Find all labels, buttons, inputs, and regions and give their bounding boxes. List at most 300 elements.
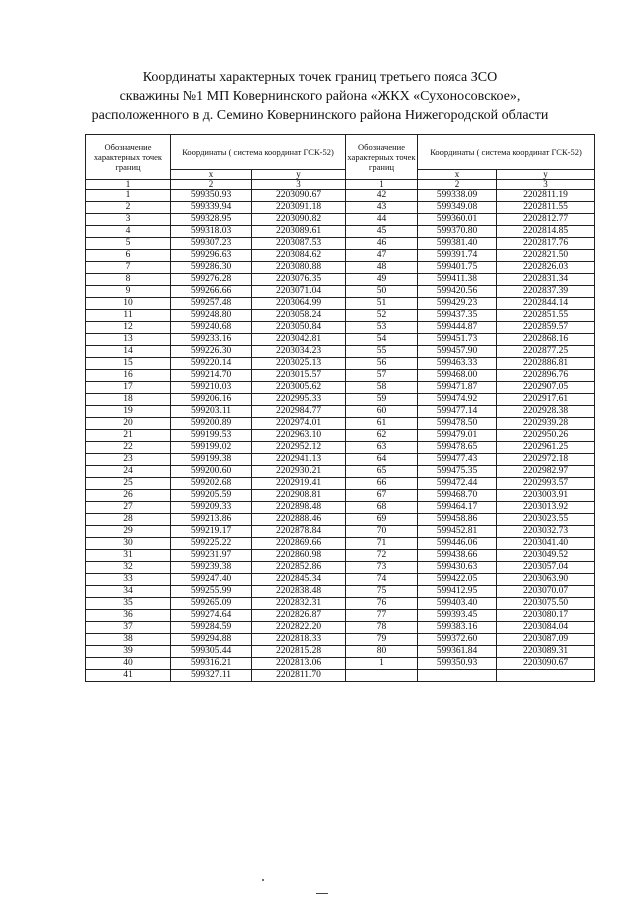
table-row <box>86 598 595 610</box>
point-number-left: 2 <box>86 202 171 214</box>
table-row <box>86 382 595 394</box>
point-number-left: 7 <box>86 262 171 274</box>
coord-y-left: 2202822.20 <box>252 622 346 634</box>
point-number-left: 39 <box>86 646 171 658</box>
coord-x-right: 599458.86 <box>418 514 497 526</box>
title-line-3: расположенного в д. Семино Ковернинского района Нижегородской области <box>91 108 549 123</box>
point-number-left: 24 <box>86 466 171 478</box>
point-number-left: 29 <box>86 526 171 538</box>
point-number-right: 61 <box>346 418 418 430</box>
point-number-left: 27 <box>86 502 171 514</box>
table-row <box>86 526 595 538</box>
header-num-3-right: 3 <box>497 180 595 190</box>
point-number-right: 62 <box>346 430 418 442</box>
coord-y-left: 2203015.57 <box>252 370 346 382</box>
coord-x-right: 599472.44 <box>418 478 497 490</box>
table-row <box>86 478 595 490</box>
coord-y-left: 2202898.48 <box>252 502 346 514</box>
coord-x-right: 599391.74 <box>418 250 497 262</box>
coord-x-left: 599205.59 <box>171 490 252 502</box>
coord-x-right: 599361.84 <box>418 646 497 658</box>
point-number-left: 19 <box>86 406 171 418</box>
coord-y-left: 2202852.86 <box>252 562 346 574</box>
point-number-right: 67 <box>346 490 418 502</box>
coord-y-left: 2203087.53 <box>252 238 346 250</box>
point-number-right: 72 <box>346 550 418 562</box>
coord-y-left: 2203090.67 <box>252 190 346 202</box>
coordinates-table <box>85 134 595 682</box>
coord-y-left: 2202908.81 <box>252 490 346 502</box>
coord-x-right: 599457.90 <box>418 346 497 358</box>
coord-y-right: 2202993.57 <box>497 478 595 490</box>
coord-y-left: 2203076.35 <box>252 274 346 286</box>
table-row <box>86 670 595 682</box>
coord-x-right: 599372.60 <box>418 634 497 646</box>
point-number-right: 71 <box>346 538 418 550</box>
coord-x-right: 599338.09 <box>418 190 497 202</box>
point-number-right: 56 <box>346 358 418 370</box>
coord-y-right: 2203057.04 <box>497 562 595 574</box>
table-row <box>86 214 595 226</box>
point-number-right: 79 <box>346 634 418 646</box>
point-number-left: 32 <box>86 562 171 574</box>
header-x-left: x <box>171 170 252 180</box>
point-number-right: 55 <box>346 346 418 358</box>
point-number-right: 45 <box>346 226 418 238</box>
coord-y-left: 2202878.84 <box>252 526 346 538</box>
coord-x-left: 599199.02 <box>171 442 252 454</box>
coord-y-right: 2203084.04 <box>497 622 595 634</box>
coord-x-right: 599477.43 <box>418 454 497 466</box>
coord-x-left: 599284.59 <box>171 622 252 634</box>
coord-y-right: 2203070.07 <box>497 586 595 598</box>
coord-x-left: 599206.16 <box>171 394 252 406</box>
table-row <box>86 394 595 406</box>
coord-y-left: 2203058.24 <box>252 310 346 322</box>
table-row <box>86 298 595 310</box>
table-row <box>86 574 595 586</box>
point-number-left: 16 <box>86 370 171 382</box>
coord-y-right: 2202851.55 <box>497 310 595 322</box>
table-row <box>86 274 595 286</box>
point-number-left: 14 <box>86 346 171 358</box>
point-number-right: 74 <box>346 574 418 586</box>
point-number-right: 46 <box>346 238 418 250</box>
table-row <box>86 310 595 322</box>
coord-y-right: 2203080.17 <box>497 610 595 622</box>
point-number-right: 53 <box>346 322 418 334</box>
header-point-right: Обозначение характерных точек границ <box>346 135 418 180</box>
coord-x-right: 599479.01 <box>418 430 497 442</box>
coord-x-right: 599474.92 <box>418 394 497 406</box>
coord-y-right: 2202961.25 <box>497 442 595 454</box>
point-number-right: 66 <box>346 478 418 490</box>
coord-x-left: 599210.03 <box>171 382 252 394</box>
coord-y-left: 2203042.81 <box>252 334 346 346</box>
coord-y-left: 2203090.82 <box>252 214 346 226</box>
coord-y-right <box>497 670 595 682</box>
coord-x-left: 599219.17 <box>171 526 252 538</box>
coord-y-right: 2202821.50 <box>497 250 595 262</box>
coord-y-right: 2203075.50 <box>497 598 595 610</box>
table-row <box>86 646 595 658</box>
point-number-right: 75 <box>346 586 418 598</box>
coord-x-right: 599393.45 <box>418 610 497 622</box>
coord-y-left: 2202832.31 <box>252 598 346 610</box>
table-row <box>86 334 595 346</box>
title-line-2: скважины №1 МП Ковернинского района «ЖКХ «Сухоносовское», <box>119 89 521 104</box>
coord-x-left: 599339.94 <box>171 202 252 214</box>
coord-x-left: 599202.68 <box>171 478 252 490</box>
scan-speck <box>262 879 264 881</box>
coord-y-left: 2203071.04 <box>252 286 346 298</box>
coord-x-right: 599478.65 <box>418 442 497 454</box>
point-number-right: 63 <box>346 442 418 454</box>
coord-x-left: 599225.22 <box>171 538 252 550</box>
coord-y-left: 2202888.46 <box>252 514 346 526</box>
coord-x-left: 599255.99 <box>171 586 252 598</box>
coord-y-left: 2202930.21 <box>252 466 346 478</box>
coord-y-left: 2202838.48 <box>252 586 346 598</box>
table-row <box>86 238 595 250</box>
point-number-right: 49 <box>346 274 418 286</box>
coord-y-left: 2202952.12 <box>252 442 346 454</box>
coord-x-left: 599327.11 <box>171 670 252 682</box>
point-number-right: 65 <box>346 466 418 478</box>
coord-x-right: 599463.33 <box>418 358 497 370</box>
point-number-right: 60 <box>346 406 418 418</box>
header-num-1-left: 1 <box>86 180 171 190</box>
point-number-right: 47 <box>346 250 418 262</box>
coord-y-left: 2202860.98 <box>252 550 346 562</box>
coord-x-right: 599446.06 <box>418 538 497 550</box>
coord-y-left: 2203050.84 <box>252 322 346 334</box>
point-number-right: 57 <box>346 370 418 382</box>
coord-y-left: 2203005.62 <box>252 382 346 394</box>
point-number-right: 68 <box>346 502 418 514</box>
coord-x-right: 599350.93 <box>418 658 497 670</box>
point-number-right: 59 <box>346 394 418 406</box>
point-number-right: 50 <box>346 286 418 298</box>
coord-y-left: 2202974.01 <box>252 418 346 430</box>
coord-y-right: 2203049.52 <box>497 550 595 562</box>
coord-x-right: 599468.00 <box>418 370 497 382</box>
point-number-left: 26 <box>86 490 171 502</box>
point-number-right: 51 <box>346 298 418 310</box>
point-number-left: 5 <box>86 238 171 250</box>
coord-x-left: 599318.03 <box>171 226 252 238</box>
coord-x-left: 599286.30 <box>171 262 252 274</box>
table-row <box>86 190 595 202</box>
point-number-left: 33 <box>86 574 171 586</box>
point-number-right: 76 <box>346 598 418 610</box>
coord-x-right <box>418 670 497 682</box>
point-number-right: 77 <box>346 610 418 622</box>
coord-x-left: 599233.16 <box>171 334 252 346</box>
point-number-left: 28 <box>86 514 171 526</box>
table-row <box>86 658 595 670</box>
header-num-2-left: 2 <box>171 180 252 190</box>
point-number-left: 25 <box>86 478 171 490</box>
coord-x-right: 599349.08 <box>418 202 497 214</box>
point-number-left: 35 <box>86 598 171 610</box>
coord-x-left: 599209.33 <box>171 502 252 514</box>
point-number-left: 3 <box>86 214 171 226</box>
point-number-right: 69 <box>346 514 418 526</box>
table-row <box>86 202 595 214</box>
coord-y-right: 2202972.18 <box>497 454 595 466</box>
coord-x-left: 599265.09 <box>171 598 252 610</box>
coord-y-left: 2202995.33 <box>252 394 346 406</box>
coord-y-right: 2202917.61 <box>497 394 595 406</box>
point-number-left: 9 <box>86 286 171 298</box>
coord-x-left: 599199.38 <box>171 454 252 466</box>
coord-y-right: 2202811.55 <box>497 202 595 214</box>
header-point-left: Обозначение характерных точек границ <box>86 135 171 180</box>
coord-x-right: 599468.70 <box>418 490 497 502</box>
table-row <box>86 262 595 274</box>
coord-x-left: 599200.60 <box>171 466 252 478</box>
coord-x-left: 599199.53 <box>171 430 252 442</box>
coord-x-right: 599438.66 <box>418 550 497 562</box>
coord-y-left: 2202845.34 <box>252 574 346 586</box>
table-row <box>86 250 595 262</box>
coord-y-right: 2203063.90 <box>497 574 595 586</box>
coord-x-right: 599360.01 <box>418 214 497 226</box>
coord-y-right: 2202928.38 <box>497 406 595 418</box>
coord-x-right: 599429.23 <box>418 298 497 310</box>
point-number-left: 4 <box>86 226 171 238</box>
coord-y-right: 2203090.67 <box>497 658 595 670</box>
coord-y-right: 2202812.77 <box>497 214 595 226</box>
coord-x-right: 599383.16 <box>418 622 497 634</box>
page-mark <box>316 893 328 894</box>
table-row <box>86 358 595 370</box>
coord-y-right: 2202814.85 <box>497 226 595 238</box>
point-number-right: 70 <box>346 526 418 538</box>
title-line-1: Координаты характерных точек границ третьего пояса ЗСО <box>142 70 498 85</box>
table-row <box>86 538 595 550</box>
coord-x-right: 599381.40 <box>418 238 497 250</box>
table-row <box>86 418 595 430</box>
point-number-right: 48 <box>346 262 418 274</box>
coord-y-right: 2202950.26 <box>497 430 595 442</box>
coord-x-left: 599296.63 <box>171 250 252 262</box>
coord-y-left: 2203091.18 <box>252 202 346 214</box>
point-number-left: 17 <box>86 382 171 394</box>
coord-x-right: 599422.05 <box>418 574 497 586</box>
coord-x-right: 599477.14 <box>418 406 497 418</box>
table-row <box>86 586 595 598</box>
header-num-3-left: 3 <box>252 180 346 190</box>
coord-y-left: 2203080.88 <box>252 262 346 274</box>
coord-x-right: 599370.80 <box>418 226 497 238</box>
table-row <box>86 454 595 466</box>
coord-y-right: 2202811.19 <box>497 190 595 202</box>
point-number-left: 37 <box>86 622 171 634</box>
table-row <box>86 370 595 382</box>
coord-y-left: 2203034.23 <box>252 346 346 358</box>
point-number-left: 40 <box>86 658 171 670</box>
coord-y-left: 2202919.41 <box>252 478 346 490</box>
point-number-left: 6 <box>86 250 171 262</box>
header-num-2-right: 2 <box>418 180 497 190</box>
table-row <box>86 610 595 622</box>
point-number-right: 58 <box>346 382 418 394</box>
coord-x-left: 599328.95 <box>171 214 252 226</box>
coord-y-right: 2202982.97 <box>497 466 595 478</box>
point-number-left: 8 <box>86 274 171 286</box>
coord-x-right: 599478.50 <box>418 418 497 430</box>
point-number-left: 36 <box>86 610 171 622</box>
coord-x-left: 599276.28 <box>171 274 252 286</box>
document-title <box>0 68 640 125</box>
coord-y-left: 2203089.61 <box>252 226 346 238</box>
table-row <box>86 346 595 358</box>
coord-x-right: 599452.81 <box>418 526 497 538</box>
table-row <box>86 226 595 238</box>
table-row <box>86 634 595 646</box>
coord-y-right: 2202907.05 <box>497 382 595 394</box>
point-number-left: 21 <box>86 430 171 442</box>
coord-x-left: 599248.80 <box>171 310 252 322</box>
coord-x-left: 599231.97 <box>171 550 252 562</box>
coord-x-right: 599437.35 <box>418 310 497 322</box>
coord-y-left: 2202941.13 <box>252 454 346 466</box>
coord-y-left: 2202963.10 <box>252 430 346 442</box>
coord-y-right: 2203003.91 <box>497 490 595 502</box>
header-coords-left: Координаты ( система координат ГСК-52) <box>171 135 346 170</box>
coord-x-left: 599239.38 <box>171 562 252 574</box>
coord-x-left: 599294.88 <box>171 634 252 646</box>
coord-x-left: 599226.30 <box>171 346 252 358</box>
coord-y-right: 2203087.09 <box>497 634 595 646</box>
coord-x-left: 599220.14 <box>171 358 252 370</box>
coord-x-right: 599412.95 <box>418 586 497 598</box>
point-number-left: 15 <box>86 358 171 370</box>
point-number-left: 34 <box>86 586 171 598</box>
coord-x-left: 599247.40 <box>171 574 252 586</box>
point-number-right: 54 <box>346 334 418 346</box>
coord-x-right: 599401.75 <box>418 262 497 274</box>
coord-x-left: 599257.48 <box>171 298 252 310</box>
point-number-right: 80 <box>346 646 418 658</box>
point-number-left: 41 <box>86 670 171 682</box>
point-number-right: 73 <box>346 562 418 574</box>
coord-y-left: 2202811.70 <box>252 670 346 682</box>
table-body <box>86 190 595 682</box>
table-row <box>86 442 595 454</box>
coord-x-left: 599200.89 <box>171 418 252 430</box>
table-row <box>86 562 595 574</box>
point-number-left: 12 <box>86 322 171 334</box>
coord-x-left: 599203.11 <box>171 406 252 418</box>
coord-y-right: 2203041.40 <box>497 538 595 550</box>
coord-y-right: 2202896.76 <box>497 370 595 382</box>
coord-y-left: 2203064.99 <box>252 298 346 310</box>
point-number-right: 52 <box>346 310 418 322</box>
coord-x-right: 599430.63 <box>418 562 497 574</box>
table-row <box>86 514 595 526</box>
point-number-right: 78 <box>346 622 418 634</box>
table-row <box>86 430 595 442</box>
table-row <box>86 406 595 418</box>
coord-y-left: 2202869.66 <box>252 538 346 550</box>
table-row <box>86 490 595 502</box>
point-number-left: 13 <box>86 334 171 346</box>
coord-y-left: 2202818.33 <box>252 634 346 646</box>
point-number-left: 10 <box>86 298 171 310</box>
coord-y-right: 2202837.39 <box>497 286 595 298</box>
coord-x-right: 599451.73 <box>418 334 497 346</box>
header-y-left: y <box>252 170 346 180</box>
coord-x-right: 599475.35 <box>418 466 497 478</box>
coord-y-left: 2203084.62 <box>252 250 346 262</box>
coord-y-right: 2202817.76 <box>497 238 595 250</box>
coord-x-right: 599411.38 <box>418 274 497 286</box>
point-number-left: 1 <box>86 190 171 202</box>
coord-x-left: 599316.21 <box>171 658 252 670</box>
coord-x-left: 599305.44 <box>171 646 252 658</box>
table-row <box>86 622 595 634</box>
table-row <box>86 550 595 562</box>
point-number-right: 64 <box>346 454 418 466</box>
coord-y-left: 2202984.77 <box>252 406 346 418</box>
coord-x-left: 599240.68 <box>171 322 252 334</box>
coord-y-right: 2203023.55 <box>497 514 595 526</box>
point-number-right: 43 <box>346 202 418 214</box>
coord-x-right: 599403.40 <box>418 598 497 610</box>
coord-x-right: 599464.17 <box>418 502 497 514</box>
coord-y-right: 2202859.57 <box>497 322 595 334</box>
coord-y-left: 2202815.28 <box>252 646 346 658</box>
coord-x-left: 599350.93 <box>171 190 252 202</box>
coord-y-right: 2202826.03 <box>497 262 595 274</box>
table-row <box>86 466 595 478</box>
coord-y-left: 2202813.06 <box>252 658 346 670</box>
coord-x-right: 599471.87 <box>418 382 497 394</box>
point-number-left: 38 <box>86 634 171 646</box>
point-number-left: 23 <box>86 454 171 466</box>
coord-y-left: 2203025.13 <box>252 358 346 370</box>
coord-y-right: 2203089.31 <box>497 646 595 658</box>
point-number-right: 1 <box>346 658 418 670</box>
coord-y-right: 2203013.92 <box>497 502 595 514</box>
point-number-left: 31 <box>86 550 171 562</box>
coord-y-right: 2203032.73 <box>497 526 595 538</box>
coord-y-right: 2202868.16 <box>497 334 595 346</box>
point-number-left: 30 <box>86 538 171 550</box>
point-number-left: 20 <box>86 418 171 430</box>
header-y-right: y <box>497 170 595 180</box>
point-number-left: 18 <box>86 394 171 406</box>
coord-x-left: 599266.66 <box>171 286 252 298</box>
table-row <box>86 322 595 334</box>
coord-x-left: 599307.23 <box>171 238 252 250</box>
coord-x-left: 599274.64 <box>171 610 252 622</box>
header-num-1-right: 1 <box>346 180 418 190</box>
point-number-left: 22 <box>86 442 171 454</box>
coord-y-left: 2202826.87 <box>252 610 346 622</box>
header-coords-right: Координаты ( система координат ГСК-52) <box>418 135 595 170</box>
coord-x-right: 599444.87 <box>418 322 497 334</box>
point-number-right: 44 <box>346 214 418 226</box>
coord-x-left: 599213.86 <box>171 514 252 526</box>
coord-x-right: 599420.56 <box>418 286 497 298</box>
table-row <box>86 286 595 298</box>
coord-x-left: 599214.70 <box>171 370 252 382</box>
point-number-right: 42 <box>346 190 418 202</box>
